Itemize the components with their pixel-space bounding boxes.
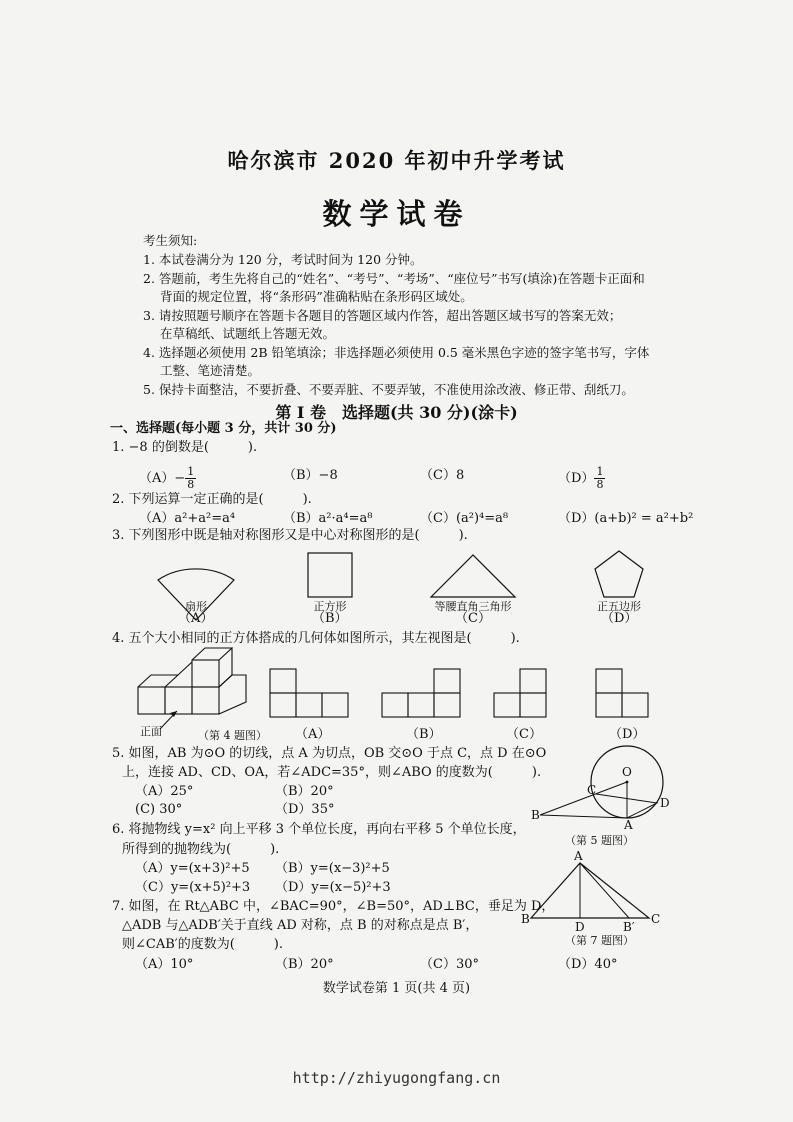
q4-view-c [494, 669, 546, 717]
q3-option-b: （B） [312, 611, 348, 626]
q6-option-a: （A）y=(x+3)²+5 [135, 861, 250, 876]
q4-stem: 4. 五个大小相同的正方体搭成的几何体如图所示，其左视图是( ). [112, 631, 520, 646]
q6-option-d: （D）y=(x−5)²+3 [275, 880, 391, 895]
q5-lines [540, 782, 627, 818]
q6-line-2: 所得到的抛物线为( ). [122, 842, 280, 857]
q7-figure [520, 858, 660, 938]
q2-stem: 2. 下列运算一定正确的是( ). [112, 492, 312, 507]
q7-reflection-line [580, 863, 629, 918]
watermark-url[interactable]: http://zhiyugongfang.cn [292, 1069, 501, 1087]
q1-option-d [558, 466, 605, 491]
q1-d-num: 1 [596, 465, 604, 478]
q7-line-2: △ADB 与△ADB′关于直线 AD 对称，点 B 的对称点是点 B′， [122, 918, 479, 933]
q7-option-c: （C）30° [420, 957, 479, 972]
q3-name-d: 正五边形 [597, 600, 641, 613]
q1-stem: 1. −8 的倒数是( ). [112, 440, 258, 455]
q2-option-c: （C）(a²)⁴=a⁸ [420, 511, 509, 526]
q5-option-b: （B）20° [275, 784, 334, 799]
q4-view-a [270, 669, 348, 717]
q5-caption: （第 5 题图） [565, 834, 634, 847]
q5-option-c: (C) 30° [135, 802, 183, 817]
q5-figure [530, 745, 690, 825]
q4-figures [0, 645, 793, 735]
q4-solid [138, 648, 246, 714]
q5-point-a: A [624, 818, 633, 832]
q3-stem: 3. 下列图形中既是轴对称图形又是中心对称图形的是( ). [112, 528, 468, 543]
q4-option-d: （D） [609, 727, 646, 742]
q1-d-prefix: （D） [558, 471, 595, 486]
part-heading: 一、选择题(每小题 3 分，共计 30 分) [110, 421, 337, 436]
q1-a-den: 8 [187, 478, 195, 491]
q7-option-b: （B）20° [275, 957, 334, 972]
q5-center [626, 781, 629, 784]
q4-option-a: （A） [295, 727, 331, 742]
q2-option-b: （B）a²·a⁴=a⁸ [283, 511, 373, 526]
q5-option-a: （A）25° [135, 784, 194, 799]
notice-line-4b: 工整、笔迹清楚。 [160, 363, 261, 378]
q6-option-c: （C）y=(x+5)²+3 [135, 880, 251, 895]
q5-option-d: （D）35° [275, 802, 335, 817]
q5-point-c: C [587, 783, 597, 797]
q3-figures [0, 545, 793, 635]
q4-view-b [382, 669, 460, 717]
notice-line-2b: 背面的规定位置，将“条形码”准确粘贴在条形码区域处。 [160, 289, 473, 304]
notice-heading: 考生须知: [143, 233, 198, 248]
q6-line-1: 6. 将抛物线 y=x² 向上平移 3 个单位长度，再向右平移 5 个单位长度， [112, 822, 526, 837]
page-footer: 数学试卷第 1 页(共 4 页) [322, 981, 471, 996]
q7-line-1: 7. 如图，在 Rt△ABC 中，∠BAC=90°，∠B=50°，AD⊥BC，垂足为 D， [112, 899, 555, 914]
q7-point-b: B [521, 912, 530, 926]
q5-point-o: O [622, 765, 632, 779]
q3-option-d: （D） [601, 611, 638, 626]
q5-point-d: D [660, 796, 670, 810]
q1-d-fraction [594, 466, 605, 491]
exam-subtitle: 数学试卷 [322, 197, 471, 231]
q3-name-b: 正方形 [313, 600, 347, 613]
isosceles-right-triangle-shape [431, 555, 515, 597]
q2-option-a: （A）a²+a²=a⁴ [139, 511, 236, 526]
notice-line-2: 2. 答题前，考生先将自己的“姓名”、“考号”、“考场”、“座位号”书写(填涂)在答题卡正面和 [143, 271, 645, 286]
notice-line-3: 3. 请按照题号顺序在答题卡各题目的答题区域内作答，超出答题区域书写的答案无效； [143, 308, 622, 323]
q4-front-label: 正面 [140, 725, 162, 738]
q6-option-b: （B）y=(x−3)²+5 [275, 861, 390, 876]
q4-caption: （第 4 题图） [198, 729, 267, 742]
q4-option-c: （C） [506, 727, 542, 742]
q1-option-a [139, 466, 196, 491]
q4-option-b: （B） [406, 727, 442, 742]
exam-title: 哈尔滨市 2020 年初中升学考试 [227, 148, 566, 173]
q1-a-fraction [185, 466, 196, 491]
q3-option-c: （C） [455, 611, 491, 626]
q7-option-d: （D）40° [558, 957, 618, 972]
q1-a-prefix: （A）− [139, 471, 186, 486]
section-title: 第 I 卷 选择题(共 30 分)(涂卡) [275, 403, 518, 422]
q3-option-a: （A） [178, 611, 214, 626]
q2-option-d: （D）(a+b)² = a²+b² [558, 511, 694, 526]
q5-point-b: B [531, 808, 540, 822]
q1-a-num: 1 [187, 465, 195, 478]
q3-name-a: 扇形 [185, 600, 207, 613]
q7-caption: （第 7 题图） [565, 934, 634, 947]
q7-option-a: （A）10° [135, 957, 194, 972]
q1-d-den: 8 [596, 478, 604, 491]
notice-line-3b: 在草稿纸、试题纸上答题无效。 [160, 326, 336, 341]
q3-name-c: 等腰直角三角形 [434, 600, 512, 613]
q1-option-b: （B）−8 [283, 468, 338, 483]
notice-line-4: 4. 选择题必须使用 2B 铅笔填涂；非选择题必须使用 0.5 毫米黑色字迹的签字笔书写，字体 [143, 345, 650, 360]
q7-triangle [531, 863, 649, 918]
q5-line-2: 上，连接 AD、CD、OA，若∠ADC=35°，则∠ABO 的度数为( ). [122, 765, 542, 780]
square-shape [308, 553, 352, 597]
regular-pentagon-shape [595, 551, 643, 597]
q7-point-d: D [575, 920, 585, 934]
q4-view-d [596, 669, 648, 717]
notice-line-5: 5. 保持卡面整洁，不要折叠、不要弄脏、不要弄皱，不准使用涂改液、修正带、刮纸刀。 [143, 382, 634, 397]
q1-option-c: （C）8 [420, 468, 465, 483]
q7-point-b-prime: B′ [623, 920, 635, 934]
q7-point-c: C [651, 912, 661, 926]
q7-line-3: 则∠CAB′的度数为( ). [122, 937, 284, 952]
notice-line-1: 1. 本试卷满分为 120 分，考试时间为 120 分钟。 [143, 252, 423, 267]
q5-line-1: 5. 如图，AB 为⊙O 的切线，点 A 为切点，OB 交⊙O 于点 C，点 D 在⊙O [112, 746, 547, 761]
q7-point-a: A [574, 849, 583, 863]
